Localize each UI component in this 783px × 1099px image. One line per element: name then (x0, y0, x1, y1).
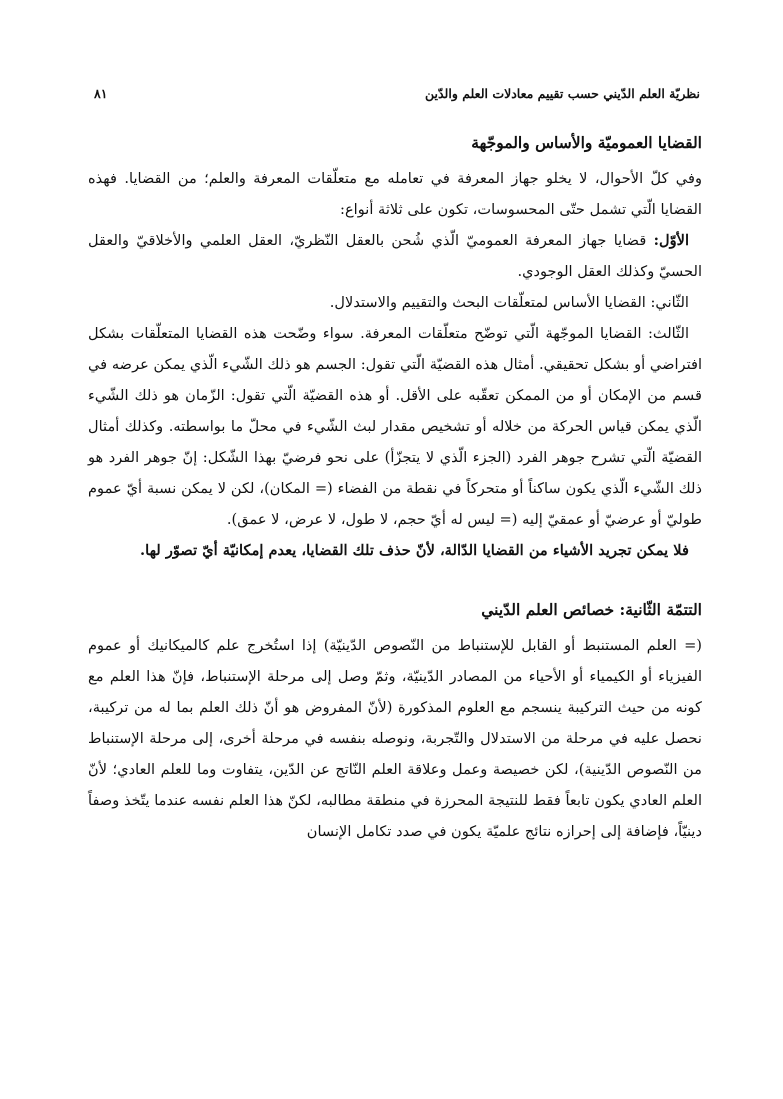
section-general-propositions (88, 127, 702, 566)
running-header (88, 86, 702, 101)
page-number: ٨١ (94, 86, 108, 101)
paragraph: فلا يمكن تجريد الأشياء من القضايا الدّالة، لأنّ حذف تلك القضايا، يعدم إمكانيّة أيّ تصوّر لها. (140, 542, 689, 559)
paragraph (88, 225, 702, 287)
paragraph: (= العلم المستنبط أو القابل للإستنباط من النّصوص الدّينيّة) إذا استُخرج علم كالميكانيك أو عموم الفيزياء أو الكيمياء أو الأحياء من المصادر الدّينيّة، وثمّ وصل إلى مرحلة الإستنباط، فإنّ هذا العلم مع كونه من حيث التركيبة ينسجم مع العلوم المذكورة (لأنّ المفروض هو أنّ ذلك العلم بما له من تركيبة، نحصل عليه في مرحلة من الاستدلال والتّجربة، ونوصله بنفسه في مرحلة أخرى، إلى مرحلة الإستنباط من النّصوص الدّينية)، لكن خصيصة وعمل وعلاقة العلم النّاتج عن الدّين، يتفاوت وما للعلم العادي؛ لأنّ العلم العادي يكون تابعاً فقط للنتيجة المحرزة في منطقة مطالبه، لكنّ هذا العلم نفسه عندما يتّخذ وصفاً دينيّاً، فإضافة إلى إحرازه نتائج علميّة يكون في صدد تكامل الإنسان (88, 637, 702, 840)
section-heading: القضايا العموميّة والأساس والموجّهة (471, 133, 702, 152)
paragraph: وفي كلّ الأحوال، لا يخلو جهاز المعرفة في تعامله مع متعلّقات المعرفة والعلم؛ من القضايا. فهذه القضايا الّتي تشمل حتّى المحسوسات، تكون على ثلاثة أنواع: (88, 170, 702, 218)
section-heading: التتمّة الثّانية: خصائص العلم الدّيني (481, 600, 702, 619)
paragraph-lead: الأوّل: (653, 232, 689, 249)
paragraph: الثّالث: القضايا الموجّهة الّتي توضّح متعلّقات المعرفة. سواء وضّحت هذه القضايا المتعلّقات بشكل افتراضي أو بشكل تحقيقي. أمثال هذه القضيّة الّتي تقول: الجسم هو ذلك الشّيء الّذي يمكن عرضه في قسم من الإمكان أو من الممكن تعقّبه على الأقل. أو هذه القضيّة الّتي تقول: الزّمان هو ذلك الشّيء الّذي يمكن قياس الحركة من خلاله أو تشخيص مقدار لبث الشّيء في محلّ ما بواسطته. وكذلك أمثال القضيّة الّتي تشرح جوهر الفرد (الجزء الّذي لا يتجزّأ) على نحو فرضيّ بهذا الشّكل: إنّ جوهر الفرد هو ذلك الشّيء الّذي يكون ساكناً أو متحركاً في نقطة من الفضاء (= المكان)، لكن لا يمكن نسبة أيّ عموم طوليّ أو عرضيّ أو عمقيّ إليه (= ليس له أيّ حجم، لا طول، لا عرض، لا عمق). (88, 325, 702, 528)
paragraph: الثّاني: القضايا الأساس لمتعلّقات البحث والتقييم والاستدلال. (329, 294, 689, 311)
paragraph-text: قضايا جهاز المعرفة العموميّ الّذي شُحن بالعقل النّظريّ، العقل العلمي والأخلاقيّ والعقل الحسيّ وكذلك العقل الوجودي. (88, 232, 702, 280)
section-religious-science-characteristics (88, 594, 702, 847)
document-page (88, 86, 702, 847)
running-title: نظريّة العلم الدّيني حسب تقييم معادلات العلم والدّين (424, 86, 700, 101)
